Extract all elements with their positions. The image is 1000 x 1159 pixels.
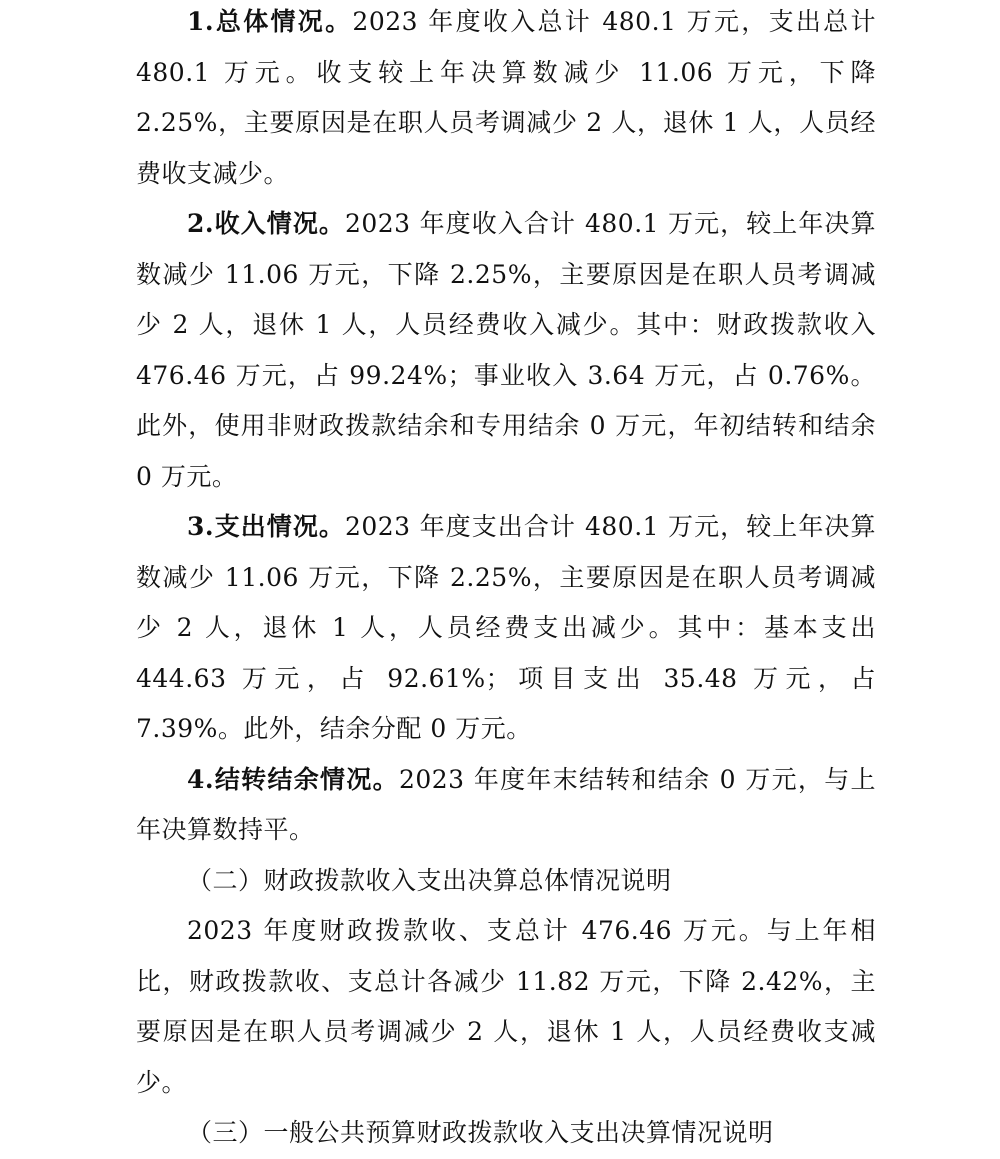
paragraph-body: 2023 年度收入总计 480.1 万元，支出总计 480.1 万元。收支较上年决算数减少 11.06 万元，下降 2.25%，主要原因是在职人员考调减少 2 人，退休 1 人，人员经费收支减少。 bbox=[136, 7, 876, 188]
section-heading-fiscal-overall: （二）财政拨款收入支出决算总体情况说明 bbox=[187, 865, 672, 895]
paragraph-income bbox=[136, 199, 876, 502]
paragraph-lead: 1.总体情况。 bbox=[187, 7, 353, 36]
paragraph-overall bbox=[136, 0, 876, 199]
paragraph-expenditure bbox=[136, 502, 876, 755]
section-heading-general-budget: （三）一般公共预算财政拨款收入支出决算情况说明 bbox=[187, 1118, 774, 1147]
document-page bbox=[136, 0, 876, 1159]
paragraph-body: 2023 年度年末结转和结余 0 万元，与上年决算数持平。 bbox=[136, 764, 877, 844]
paragraph-lead: 3.支出情况。 bbox=[187, 512, 345, 541]
paragraph-body: 2023 年度支出合计 480.1 万元，较上年决算数减少 11.06 万元，下降 2.25%，主要原因是在职人员考调减少 2 人，退休 1 人，人员经费支出减少。其中：基本支出 444.63 万元，占 92.61%；项目支出 35.48 万元，占 7.39%。此外，结余分配 0 万元。 bbox=[136, 512, 876, 743]
paragraph-carryover bbox=[136, 755, 876, 856]
paragraph-fiscal-overall: 2023 年度财政拨款收、支总计 476.46 万元。与上年相比，财政拨款收、支总计各减少 11.82 万元，下降 2.42%，主要原因是在职人员考调减少 2 人，退休 1 人，人员经费收支减少。 bbox=[136, 916, 876, 1097]
paragraph-body: 2023 年度收入合计 480.1 万元，较上年决算数减少 11.06 万元，下降 2.25%，主要原因是在职人员考调减少 2 人，退休 1 人，人员经费收入减少。其中：财政拨款收入 476.46 万元，占 99.24%；事业收入 3.64 万元，占 0.76%。此外，使用非财政拨款结余和专用结余 0 万元，年初结转和结余 0 万元。 bbox=[136, 209, 876, 491]
paragraph-lead: 2.收入情况。 bbox=[187, 209, 345, 238]
paragraph-lead: 4.结转结余情况。 bbox=[187, 764, 399, 794]
